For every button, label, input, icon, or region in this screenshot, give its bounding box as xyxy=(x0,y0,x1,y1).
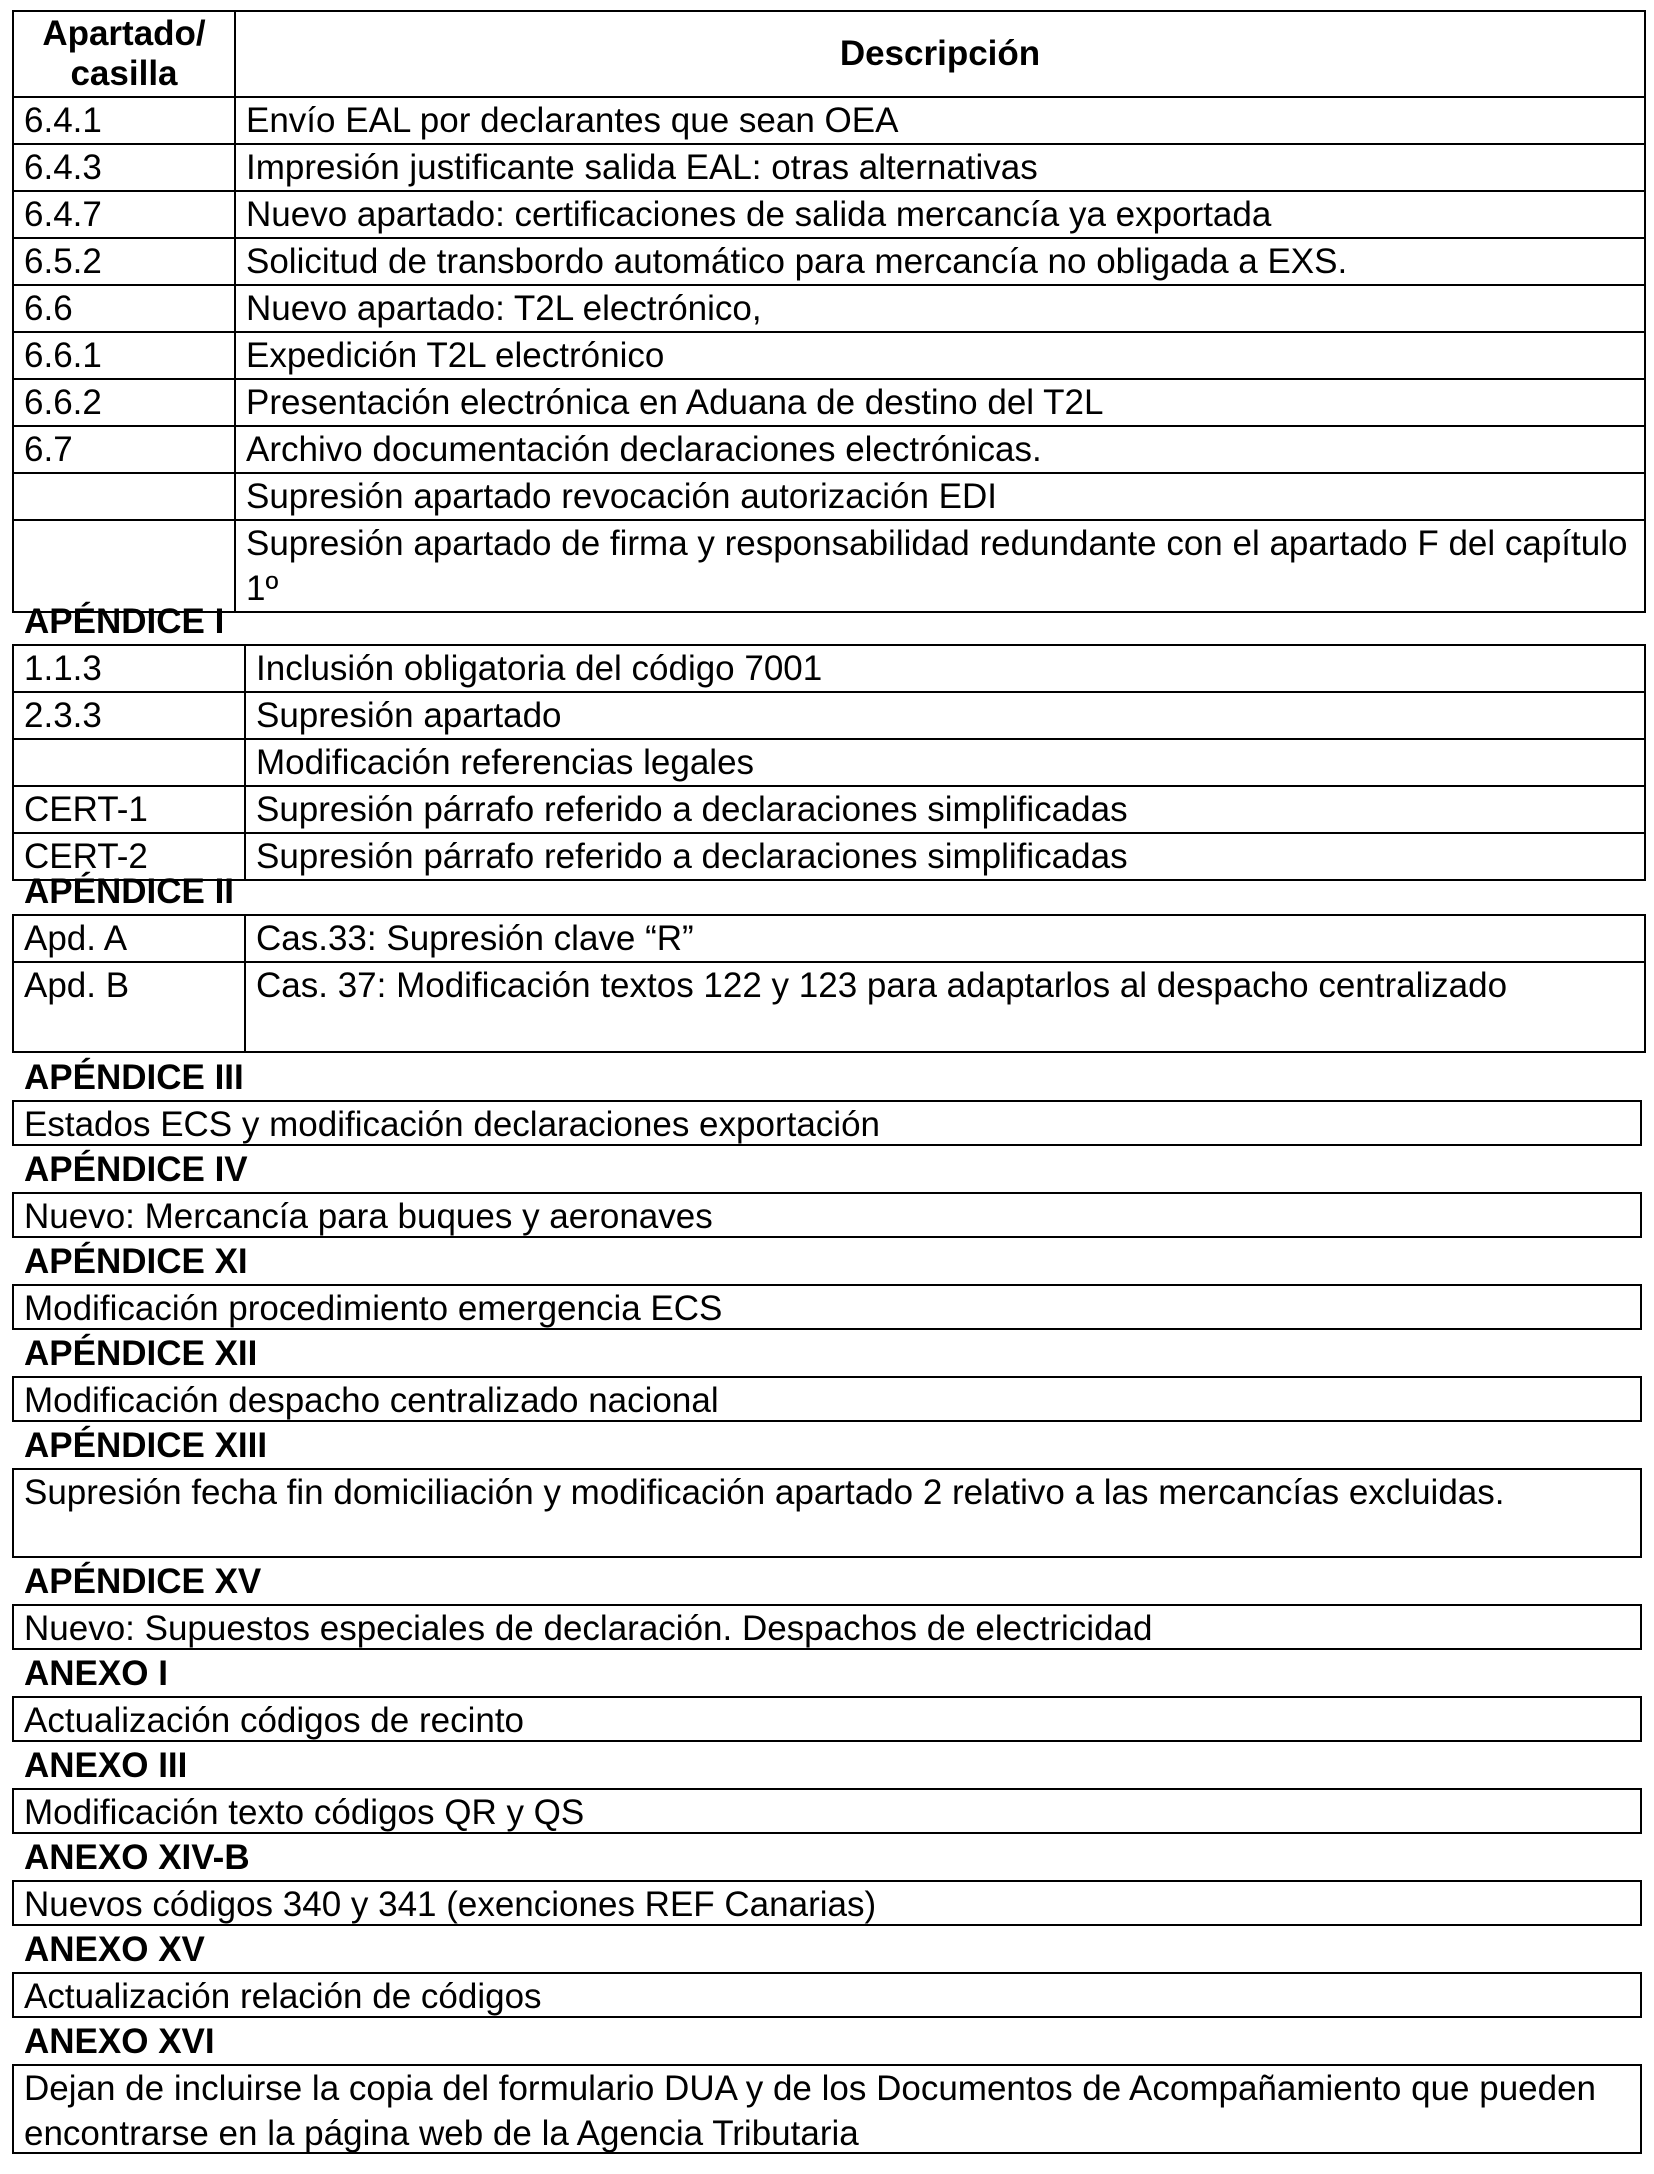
table-row xyxy=(13,915,1645,962)
section-description-box: Nuevo: Supuestos especiales de declaración. Despachos de electricidad xyxy=(12,1604,1642,1650)
descripcion-cell: Expedición T2L electrónico xyxy=(235,332,1645,379)
descripcion-cell: Cas. 37: Modificación textos 122 y 123 para adaptarlos al despacho centralizado xyxy=(245,962,1645,1052)
table-row xyxy=(13,473,1645,520)
descripcion-cell: Cas.33: Supresión clave “R” xyxy=(245,915,1645,962)
section-heading: APÉNDICE XII xyxy=(24,1334,258,1373)
section-heading: APÉNDICE XIII xyxy=(24,1426,268,1465)
apartado-cell: Apd. B xyxy=(13,962,245,1052)
apartado-cell: 6.4.1 xyxy=(13,97,235,144)
table-row xyxy=(13,786,1645,833)
table-row xyxy=(13,379,1645,426)
section-table xyxy=(12,644,1646,881)
section-heading: APÉNDICE IV xyxy=(24,1150,248,1189)
section-description-box: Modificación despacho centralizado nacional xyxy=(12,1376,1642,1422)
descripcion-cell: Nuevo apartado: certificaciones de salida mercancía ya exportada xyxy=(235,191,1645,238)
apartado-cell: 6.4.7 xyxy=(13,191,235,238)
table-row xyxy=(13,97,1645,144)
section-description-box: Dejan de incluirse la copia del formulario DUA y de los Documentos de Acompañamiento que pueden encontrarse en la página web de la Agencia Tributaria xyxy=(12,2064,1642,2154)
descripcion-cell: Impresión justificante salida EAL: otras alternativas xyxy=(235,144,1645,191)
table-row xyxy=(13,645,1645,692)
descripcion-cell: Nuevo apartado: T2L electrónico, xyxy=(235,285,1645,332)
descripcion-cell: Envío EAL por declarantes que sean OEA xyxy=(235,97,1645,144)
section-heading: ANEXO XVI xyxy=(24,2022,215,2061)
section-heading: ANEXO XV xyxy=(24,1930,205,1969)
descripcion-cell: Presentación electrónica en Aduana de destino del T2L xyxy=(235,379,1645,426)
apartado-cell: 6.4.3 xyxy=(13,144,235,191)
section-heading: ANEXO III xyxy=(24,1746,188,1785)
section-description-box: Modificación procedimiento emergencia ECS xyxy=(12,1284,1642,1330)
apartado-cell: 2.3.3 xyxy=(13,692,245,739)
section-heading: APÉNDICE III xyxy=(24,1058,244,1097)
table-row xyxy=(13,692,1645,739)
table-row xyxy=(13,191,1645,238)
table-row xyxy=(13,332,1645,379)
table-header-row xyxy=(13,11,1645,97)
descripcion-cell: Supresión apartado de firma y responsabilidad redundante con el apartado F del capítulo 1º xyxy=(235,520,1645,612)
section-description-box: Supresión fecha fin domiciliación y modificación apartado 2 relativo a las mercancías excluidas. xyxy=(12,1468,1642,1558)
apartado-cell: CERT-2 xyxy=(13,833,245,880)
table-row xyxy=(13,833,1645,880)
section-table xyxy=(12,914,1646,1053)
apartado-cell: 6.6.2 xyxy=(13,379,235,426)
apartado-cell xyxy=(13,520,235,612)
section-description-box: Nuevos códigos 340 y 341 (exenciones REF Canarias) xyxy=(12,1880,1642,1926)
header-descripcion: Descripción xyxy=(235,11,1645,97)
apartado-cell: 6.5.2 xyxy=(13,238,235,285)
descripcion-cell: Supresión párrafo referido a declaraciones simplificadas xyxy=(245,786,1645,833)
apartado-cell xyxy=(13,473,235,520)
apartado-cell: 6.6.1 xyxy=(13,332,235,379)
apartado-cell: CERT-1 xyxy=(13,786,245,833)
section-description-box: Actualización códigos de recinto xyxy=(12,1696,1642,1742)
section-heading: APÉNDICE XI xyxy=(24,1242,248,1281)
main-table xyxy=(12,10,1646,613)
descripcion-cell: Archivo documentación declaraciones electrónicas. xyxy=(235,426,1645,473)
section-heading: APÉNDICE XV xyxy=(24,1562,262,1601)
descripcion-cell: Solicitud de transbordo automático para mercancía no obligada a EXS. xyxy=(235,238,1645,285)
descripcion-cell: Supresión apartado revocación autorización EDI xyxy=(235,473,1645,520)
section-description-box: Estados ECS y modificación declaraciones exportación xyxy=(12,1100,1642,1146)
section-description-box: Nuevo: Mercancía para buques y aeronaves xyxy=(12,1192,1642,1238)
table-row xyxy=(13,144,1645,191)
section-description-box: Actualización relación de códigos xyxy=(12,1972,1642,2018)
descripcion-cell: Inclusión obligatoria del código 7001 xyxy=(245,645,1645,692)
table-row xyxy=(13,739,1645,786)
table-row xyxy=(13,426,1645,473)
table-row xyxy=(13,285,1645,332)
descripcion-cell: Modificación referencias legales xyxy=(245,739,1645,786)
apartado-cell xyxy=(13,739,245,786)
section-heading: ANEXO XIV-B xyxy=(24,1838,250,1877)
section-heading: APÉNDICE I xyxy=(24,602,225,641)
section-heading: APÉNDICE II xyxy=(24,872,235,911)
descripcion-cell: Supresión párrafo referido a declaraciones simplificadas xyxy=(245,833,1645,880)
section-description-box: Modificación texto códigos QR y QS xyxy=(12,1788,1642,1834)
apartado-cell: 6.7 xyxy=(13,426,235,473)
apartado-cell: Apd. A xyxy=(13,915,245,962)
section-heading: ANEXO I xyxy=(24,1654,168,1693)
table-row xyxy=(13,962,1645,1052)
apartado-cell: 6.6 xyxy=(13,285,235,332)
descripcion-cell: Supresión apartado xyxy=(245,692,1645,739)
table-row xyxy=(13,238,1645,285)
table-row xyxy=(13,520,1645,612)
header-apartado: Apartado/ casilla xyxy=(13,11,235,97)
apartado-cell: 1.1.3 xyxy=(13,645,245,692)
